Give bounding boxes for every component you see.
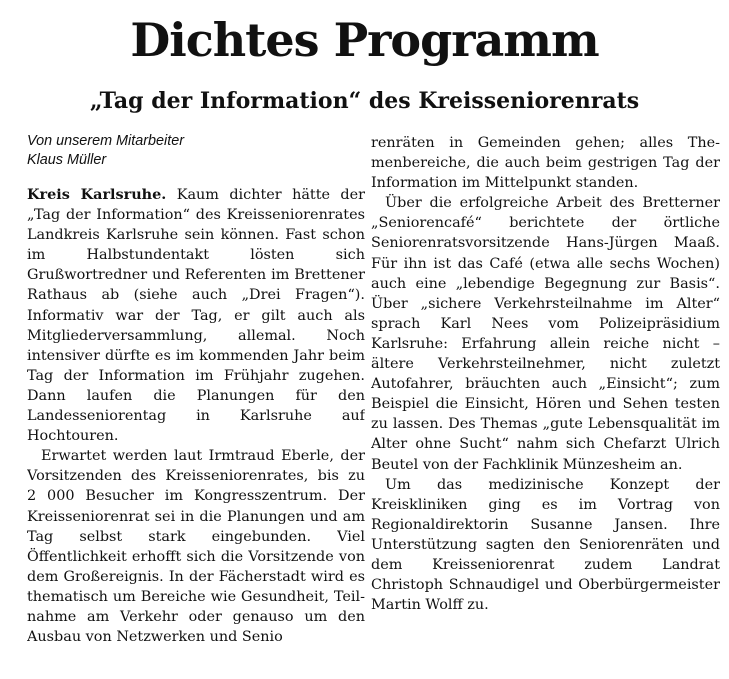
article-subheadline: „Tag der Information“ des Kreisseniorenrats xyxy=(89,88,640,114)
dateline: Kreis Karlsruhe. xyxy=(27,186,167,203)
byline-line-1: Von unserem Mitarbeiter xyxy=(27,133,185,149)
byline-author: Klaus Müller xyxy=(27,151,107,168)
byline xyxy=(27,132,365,169)
paragraph-3: Über die erfolgreiche Arbeit des Bretterner „Seniorencafé“ berichtete der örtliche Seniorenratsvorsitzende Hans-Jürgen Maaß. Für ihn ist das Café (etwa alle sechs Wochen) auch eine „lebendige Begegnung zur Basis“. Über „sichere Verkehrsteilnahme im Alter“ sprach Karl Nees vom Polizeipräsidium Karlsruhe: Erfahrung allein reiche nicht – ältere Verkehrsteilnehmer, nicht zuletzt Autofahrer, bräuchten auch „Einsicht“; zum Beispiel die Einsicht, Hören und Sehen testen zu lassen. Des Themas „gute Lebensqualität im Alter ohne Sucht“ nahm sich Chefarzt Ulrich Beutel von der Fachklinik Münzesheim an. xyxy=(371,195,720,473)
paragraph-2-start: Erwartet werden laut Irmtraud Eberle, der Vorsitzenden des Kreisseniorenrates, bis zu 2 000 Besucher im Kongresszentrum. Der Kreisseniorenrat sei in die Planungen und am Tag selbst stark eingebunden. Viel Öffentlichkeit erhofft sich die Vorsitzende von dem Großereignis. In der Fächerstadt wird es thematisch um Bereiche wie Gesundheit, Teilnahme am Verkehr oder genauso um den Ausbau von Netzwerken und Senio xyxy=(27,448,365,646)
paragraph-1 xyxy=(27,185,365,446)
article-column-left xyxy=(27,132,365,677)
article-column-right xyxy=(371,133,720,678)
paragraph-2-end: renräten in Gemeinden gehen; alles Themenbereiche, die auch beim gestrigen Tag der Information im Mittelpunkt standen. xyxy=(371,135,720,192)
paragraph-2-source xyxy=(0,0,1,1)
paragraph-4: Um das medizinische Konzept der Kreiskliniken ging es im Vortrag von Regionaldirektorin Susanne Jansen. Ihre Unterstützung sagten den Seniorenräten und dem Kreisseniorenrat zudem Landrat Christoph Schnaudigel und Oberbürgermeister Martin Wolff zu. xyxy=(371,476,720,614)
article-headline: Dichtes Programm xyxy=(130,13,599,67)
paragraph-1-text: Kaum dichter hätte der „Tag der Information“ des Kreisseniorenrates Landkreis Karlsruhe sein können. Fast schon im Halbstundentakt lösten sich Grußwortredner und Referenten im Brettener Rathaus ab (siehe auch „Drei Fragen“). Informativ war der Tag, er gilt auch als Mitgliederversammlung, allemal. Noch intensiver dürfte es im kommenden Jahr beim Tag der Information im Frühjahr zugehen. Dann laufen die Planungen für den Landesseniorentag in Karlsruhe auf Hochtouren. xyxy=(27,187,365,445)
